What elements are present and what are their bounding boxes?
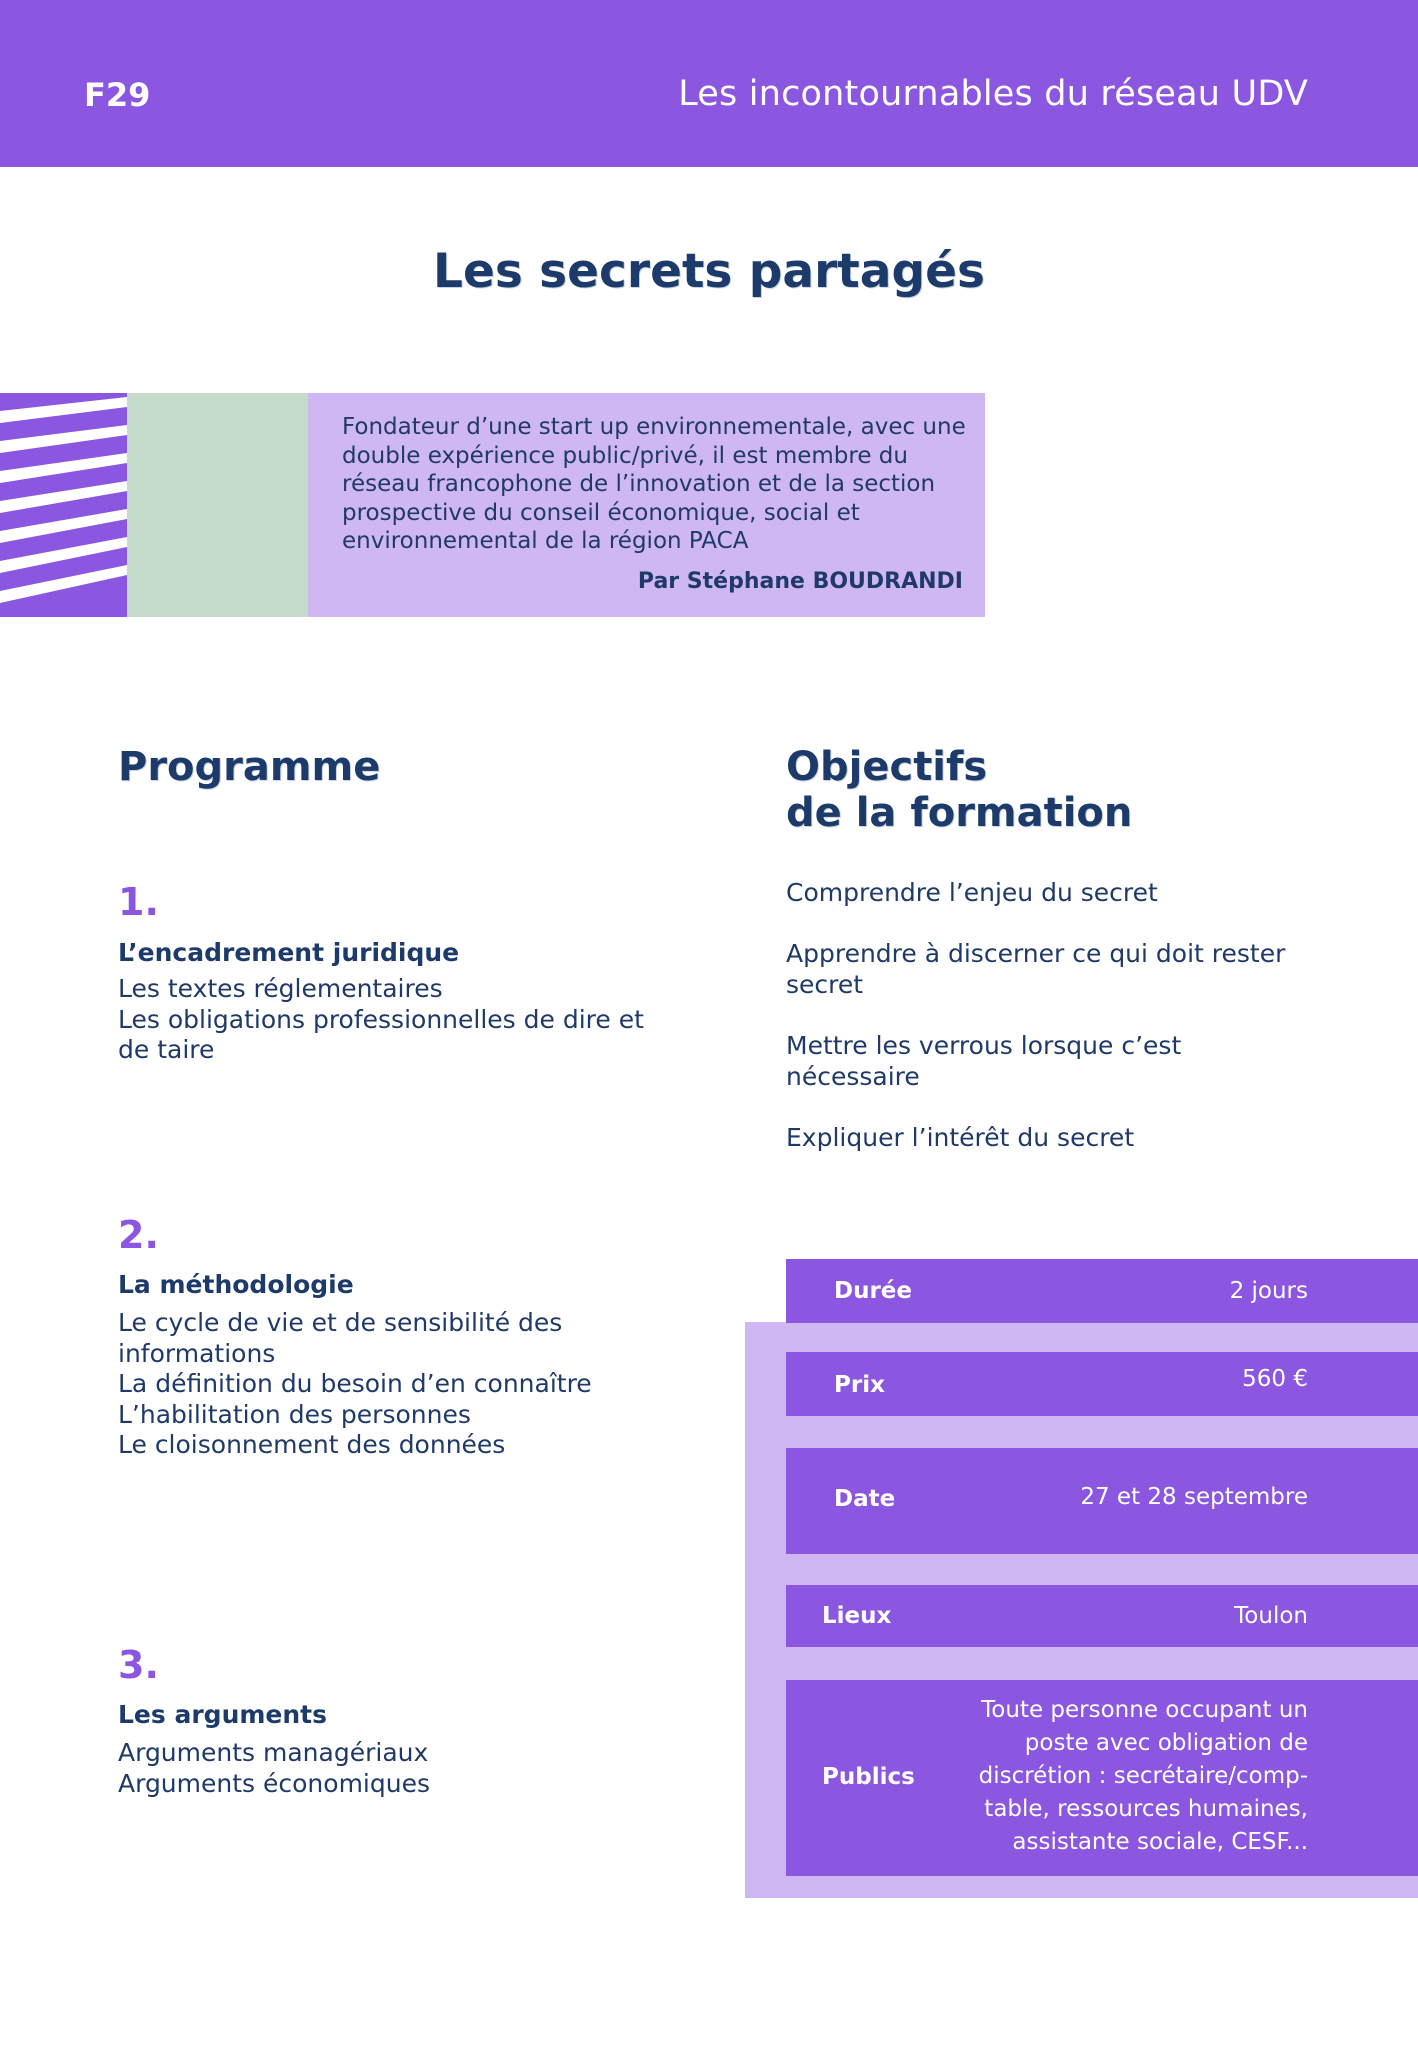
- objectif-item: Expliquer l’intérêt du secret: [786, 1123, 1135, 1152]
- list-item: L’habilitation des personnes: [118, 1399, 471, 1429]
- info-row-duree: [786, 1259, 1418, 1323]
- info-value: Toute personne occupant un poste avec obligation de discrétion : secrétaire/comp- table, ressources humaines, assistante sociale, CESF...: [978, 1697, 1308, 1855]
- section-title-methodologie: La méthodologie: [118, 1270, 354, 1299]
- info-row-lieux: [786, 1585, 1418, 1647]
- list-item: Arguments économiques: [118, 1768, 430, 1798]
- page-title: Les secrets partagés: [433, 244, 985, 299]
- section-title-juridique: L’encadrement juridique: [118, 938, 460, 967]
- info-row-publics: [786, 1680, 1418, 1876]
- page-header: [0, 0, 1418, 167]
- objectifs-heading: [786, 744, 1132, 836]
- info-label: Lieux: [822, 1603, 892, 1629]
- decorative-green-block: [127, 393, 308, 617]
- decorative-stripes: [0, 393, 127, 617]
- author-bio-text: Fondateur d’une start up environnementale, avec une double expérience public/privé, il est membre du réseau francophone de l’innovation et de la section prospective du conseil économique, social et environnemental de la région PACA: [342, 414, 966, 554]
- section-number: 1.: [118, 880, 159, 924]
- list-item: La définition du besoin d’en connaître: [118, 1369, 592, 1398]
- info-row-date: [786, 1448, 1418, 1554]
- objectif-item: Mettre les verrous lorsque c’est nécessaire: [786, 1031, 1182, 1091]
- section-lines-methodologie: [118, 1308, 678, 1461]
- info-label: Publics: [822, 1764, 915, 1790]
- section-lines-arguments: [118, 1738, 678, 1799]
- list-item: Arguments managériaux: [118, 1738, 429, 1767]
- list-item: Le cycle de vie et de sensibilité des: [118, 1308, 563, 1337]
- list-item: Les obligations professionnelles de dire et: [118, 1004, 644, 1034]
- section-number: 2.: [118, 1213, 159, 1257]
- list-item: de taire: [118, 1035, 215, 1064]
- info-row-prix: [786, 1352, 1418, 1416]
- objectifs-heading-line2: de la formation: [786, 790, 1133, 836]
- section-title: Les incontournables du réseau UDV: [678, 74, 1308, 114]
- list-item: informations: [118, 1338, 276, 1368]
- info-value: 2 jours: [1229, 1278, 1308, 1304]
- objectif-item: Comprendre l’enjeu du secret: [786, 878, 1158, 907]
- page-code: F29: [84, 76, 151, 114]
- author-name: Par Stéphane BOUDRANDI: [637, 569, 963, 594]
- info-value: 560 €: [1242, 1366, 1308, 1392]
- info-value: 27 et 28 septembre: [1080, 1484, 1308, 1510]
- section-title-arguments: Les arguments: [118, 1700, 327, 1729]
- author-bio-box: [308, 393, 985, 617]
- programme-heading: Programme: [118, 744, 381, 790]
- info-label: Durée: [834, 1278, 913, 1304]
- info-label: Date: [834, 1486, 896, 1512]
- list-item: Le cloisonnement des données: [118, 1430, 506, 1459]
- objectifs-heading-line1: Objectifs: [786, 744, 988, 790]
- section-number: 3.: [118, 1643, 159, 1687]
- info-value: Toulon: [1234, 1603, 1308, 1629]
- objectif-item: Apprendre à discerner ce qui doit rester secret: [786, 939, 1286, 999]
- section-lines-juridique: [118, 974, 678, 1066]
- info-label: Prix: [834, 1372, 885, 1398]
- list-item: Les textes réglementaires: [118, 974, 443, 1003]
